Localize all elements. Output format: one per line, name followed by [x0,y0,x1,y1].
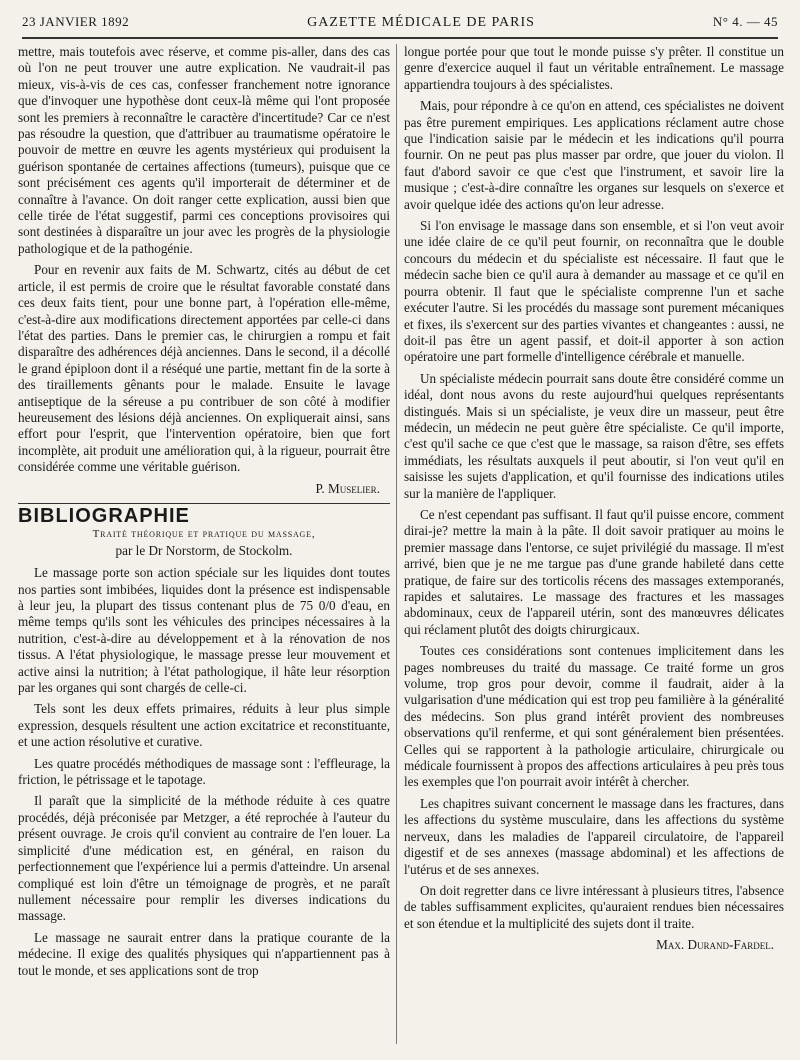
book-author: par le Dr Norstorm, de Stockolm. [115,542,293,558]
paragraph: Les quatre procédés méthodiques de massage sont : l'effleurage, la friction, le pétrissage et le tapotage. [18,755,390,788]
paragraph: mettre, mais toutefois avec réserve, et comme pis-aller, dans des cas où l'on ne peut trouver une autre explication. Ne vaudrait-il pas mieux, vis-à-vis de ces cas, confesser franchement notre ignorance que d'invoquer une hypothèse dont ceux-là même qui l'ont proposée sont les premiers à reconnaître le caractère d'incertitude? Car ce n'est pas résoudre la question, que d'attribuer au traumatisme opératoire le pouvoir de mettre en œuvre les agents mystérieux qui produisent la guérison spontanée de certaines affections (tumeurs), puisque que ce sont précisément ces agents qu'il importerait de déterminer et de connaître à l'avance. On doit ranger cette explication, aussi bien que celle tirée de l'état suggestif, parmi ces conceptions provisoires qui sont destinées à disparaître un jour avec les progrès de la physiologie pathologique et de la pathogénie. [18,44,390,256]
paragraph: Le massage ne saurait entrer dans la pratique courante de la médecine. Il exige des qualités physiques qui n'appartiennent pas à tout le monde, et ses applications sont de trop [18,929,390,978]
paragraph: Il paraît que la simplicité de la méthode réduite à ces quatre procédés, déjà préconisée par Metzger, a été reprochée à l'auteur du présent ouvrage. Je crois qu'il convient au contraire de l'en louer. La simplicité d'une médication est, en général, en raison du perfectionnement que l'expérience lui a permis d'atteindre. Un arsenal compliqué est loin d'être un témoignage de progrès, et ne paraît nullement nécessaire pour remplir les diverses indications du massage. [18,793,390,924]
paragraph: Ce n'est cependant pas suffisant. Il faut qu'il puisse encore, comment dirai-je? mettre la main à la pâte. Il doit savoir pratiquer au moins le premier massage dans l'entorse, ce sujet privilégié du massage. Il m'est arrivé, bien que je ne me targue pas d'une grande habileté dans cette pratique, de faire sur des torticolis récens des massages extemporanés, rapides et salutaires. Le massage des fractures et les massages abdominaux, ceux de l'appareil utérin, sont des manœuvres délicates qui réclament plutôt des doigts chirurgicaux. [404,506,784,637]
journal-title: GAZETTE MÉDICALE DE PARIS [307,15,535,30]
paragraph: Mais, pour répondre à ce qu'on en attend, ces spécialistes ne doivent pas être purement empiriques. Les applications réclament autre chose que l'indication saisie par le médecin et les indications qu'il pourra fournir. On ne peut pas plus masser par ordre, que jouer du violon. Il faut d'abord savoir ce que c'est que l'instrument, et savoir lire la musique ; c'est-à-dire connaître les organes sur lesquels on s'exerce et avoir quelque idée des actions qu'on leur adresse. [404,98,784,212]
left-column [18,44,390,984]
column-divider [396,44,397,1044]
paragraph: Toutes ces considérations sont contenues implicitement dans les pages nombreuses du traité du massage. Ce traité forme un gros volume, trop gros pour devoir, comme il faudrait, aider à la vulgarisation d'une médication qui est trop peu familière à la généralité des médecins. Son plus grand intérêt provient des nombreuses observations qu'il renferme, et qui sont généralement bien présentées. Celles qui se rapportent à la pathologie articulaire, chirurgicale ou médicale fournissent à propos des affections articulaires à peu près tous les exemples que l'on pourrait avoir intérêt à chercher. [404,643,784,790]
author-signature: Max. Durand-Fardel. [656,937,774,953]
right-column [404,44,784,960]
paragraph: On doit regretter dans ce livre intéressant à plusieurs titres, l'absence de tables suffisamment explicites, qu'auraient rendues bien nécessaires et son étendue et la multiplicité des sujets dont il traite. [404,882,784,931]
paragraph: Les chapitres suivant concernent le massage dans les fractures, dans les affections du système musculaire, dans les affections du système nerveux, dans les maladies de l'appareil circulatoire, de l'appareil digestif et de ses annexes (massage abdominal) et les affections de l'utérus et de ses annexes. [404,795,784,877]
header-rule [22,37,778,39]
paragraph: longue portée pour que tout le monde puisse s'y prêter. Il constitue un genre d'exercice auquel il faut un véritable entraînement. Le massage appartiendra toujours à des spécialistes. [404,44,784,92]
section-title: BIBLIOGRAPHIE [18,504,190,527]
bibliography-section [18,503,390,559]
paragraph: Un spécialiste médecin pourrait sans doute être considéré comme un idéal, dont nous avons du reste aujourd'hui quelques représentants distingués. Mais si un spécialiste, je veux dire un masseur, peut être médecin, un médecin ne peut guère être spécialiste. Ce qu'il importe, c'est qu'il sache ce que c'est que le massage, sa raison d'être, ses effets immédiats, les résultats auxquels il peut aboutir, si l'on veut qu'il en saisisse les sujets d'application, et qu'il fournisse des indications utiles sur la manière de l'appliquer. [404,370,784,501]
book-title: Traité théorique et pratique du massage, [92,528,316,541]
page-number: N° 4. — 45 [712,14,778,29]
header-date: 23 JANVIER 1892 [22,14,130,29]
paragraph: Si l'on envisage le massage dans son ensemble, et si l'on veut avoir une idée claire de ce qu'il peut fournir, on reconnaîtra que le double concours du médecin et du spécialiste est nécessaire. Il faut que le médecin sache bien ce qu'il aura à demander au massage et ce qu'il en pourra obtenir. Il faut que le spécialiste comprenne l'un et sache exécuter l'autre. Si les procédés du massage sont purement mécaniques et fixes, ils s'exercent sur des parties vivantes et changeantes : aussi, ne doit-il pas être un agent passif, et doit-il apporter à son action opératoire une part formelle d'intelligence cérébrale et manuelle. [404,218,784,365]
paragraph: Tels sont les deux effets primaires, réduits à leur plus simple expression, desquels résultent une action excitatrice et reconstituante, et une action résolutive et curative. [18,701,390,750]
author-signature: P. Muselier. [315,480,380,496]
paragraph: Le massage porte son action spéciale sur les liquides dont toutes nos parties sont imbibées, liquides dont la présence est indispensable à leur jeu, la plupart des tissus contenant plus de 75 0/0 d'eau, en même temps qu'ils sont les véhicules des principes nécessaires à la nutrition, c'est-à-dire au développement et à la rénovation de nos tissus. A l'état physiologique, le massage presse leur mouvement et active ainsi la nutrition; à l'état pathologique, il hâte leur résorption par les organes qui sont chargés de celle-ci. [18,565,390,696]
page-header [22,14,778,36]
paragraph: Pour en revenir aux faits de M. Schwartz, cités au début de cet article, il est permis de croire que le résultat favorable constaté dans ces deux faits tient, pour une bonne part, à l'opération elle-même, c'est-à-dire aux modifications directement apportées par celle-ci dans l'état des parties. Dans le premier cas, le chirurgien a rompu et fait disparaître des adhérences déjà anciennes. Dans le second, il a décollé le grand épiploon dont il a réséqué une partie, mettant fin de la sorte à des tiraillements gênants pour le malade. Ensuite le lavage antiseptique de la séreuse a pu contribuer de son côté à modifier heureusement des lésions déjà anciennes. On expliquerait ainsi, sans effort pour l'esprit, que l'intervention opératoire, bien que fort incomplète, ait produit une amélioration qui, à la rigueur, pourrait être considérée comme une véritable guérison. [18,262,390,475]
